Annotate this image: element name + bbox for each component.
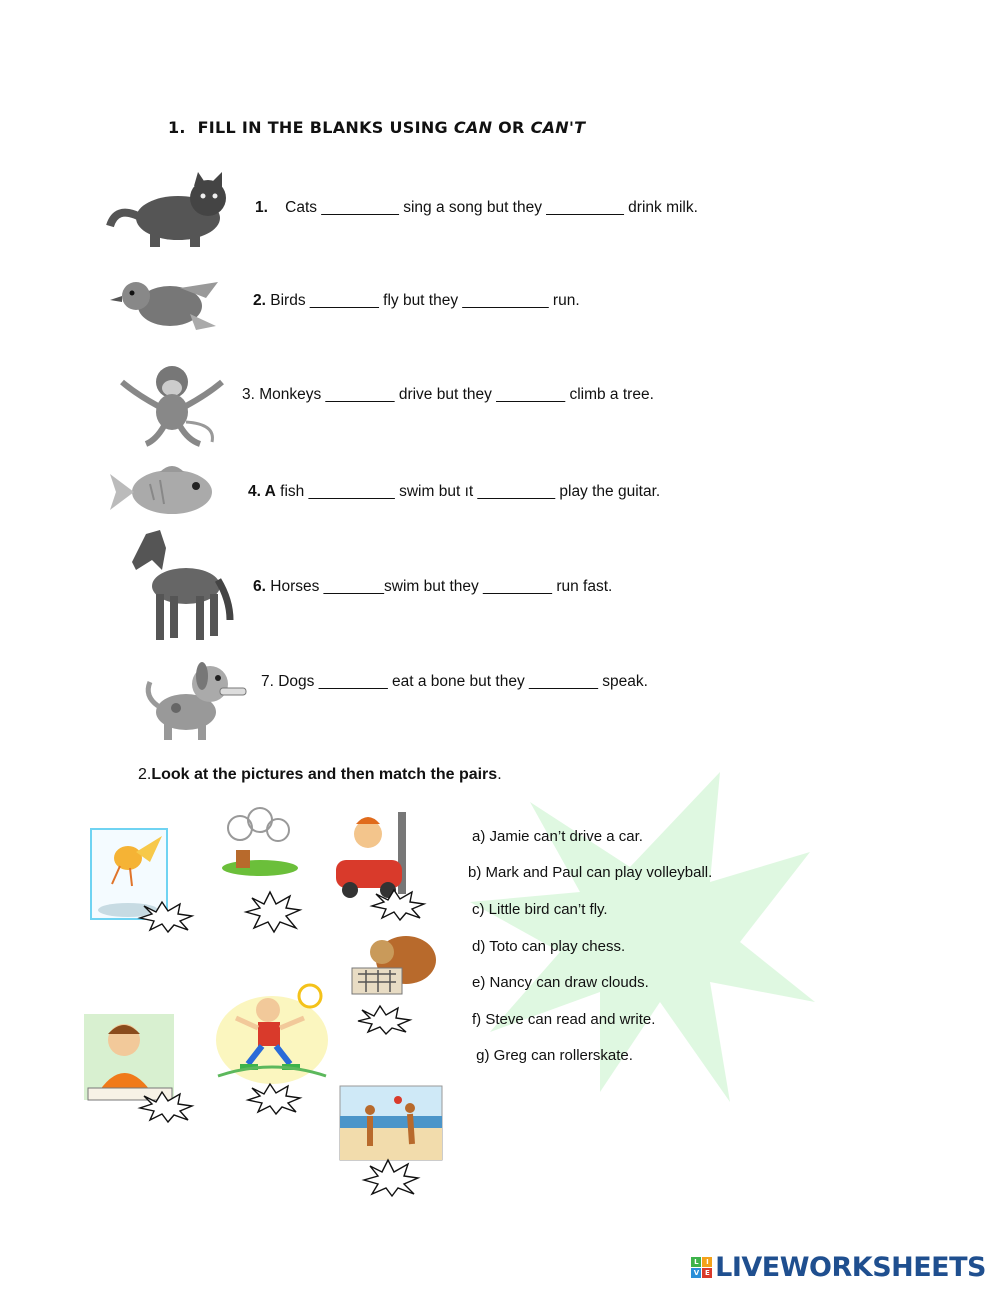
sentence-2: 2. Birds ________ fly but they __________ run.: [253, 292, 580, 309]
monkey-image: [116, 364, 228, 448]
option-a: a) Jamie can’t drive a car.: [472, 828, 643, 845]
steve-reading-picture: [84, 1010, 176, 1102]
answer-burst-5: [140, 1092, 194, 1122]
answer-burst-7: [364, 1160, 420, 1196]
drawing-clouds-picture: [220, 806, 300, 876]
cat-image: [108, 176, 233, 248]
option-g: g) Greg can rollerskate.: [472, 1047, 633, 1064]
exercise-2-title: 2.Look at the pictures and then match the pairs.: [138, 766, 502, 783]
jamie-car-picture: [334, 808, 420, 900]
answer-burst-2: [246, 892, 300, 932]
answer-burst-6: [248, 1084, 302, 1114]
sentence-6: 6. Horses _______swim but they ________ run fast.: [253, 578, 613, 595]
sentence-4: 4. A fish __________ swim but ıt _________ play the guitar.: [248, 483, 661, 500]
answer-burst-4: [358, 1006, 412, 1034]
answer-burst-1: [140, 902, 194, 932]
volleyball-picture: [340, 1086, 444, 1162]
toto-chess-picture: [346, 932, 438, 998]
horse-image: [126, 530, 236, 646]
option-e: e) Nancy can draw clouds.: [472, 974, 649, 991]
option-d: d) Toto can play chess.: [472, 938, 626, 955]
exercise-1-title: 1. FILL IN THE BLANKS USING CAN OR CAN'T: [168, 118, 586, 137]
dog-image: [140, 656, 250, 742]
fish-image: [110, 464, 220, 522]
sentence-1: 1. Cats _________ sing a song but they _________ drink milk.: [255, 199, 698, 216]
option-b: b) Mark and Paul can play volleyball.: [468, 864, 713, 881]
bird-image: [110, 268, 220, 338]
option-f: f) Steve can read and write.: [472, 1011, 656, 1028]
liveworksheets-logo: L I V E LIVEWORKSHEETS: [691, 1252, 986, 1283]
option-c: c) Little bird can’t fly.: [472, 901, 608, 918]
greg-rollerskate-picture: [214, 978, 332, 1086]
sentence-3: 3. Monkeys ________ drive but they ________ climb a tree.: [242, 386, 654, 403]
sentence-7: 7. Dogs ________ eat a bone but they ________ speak.: [261, 673, 648, 690]
logo-icon: L I V E: [691, 1257, 712, 1278]
answer-burst-3: [372, 890, 426, 920]
